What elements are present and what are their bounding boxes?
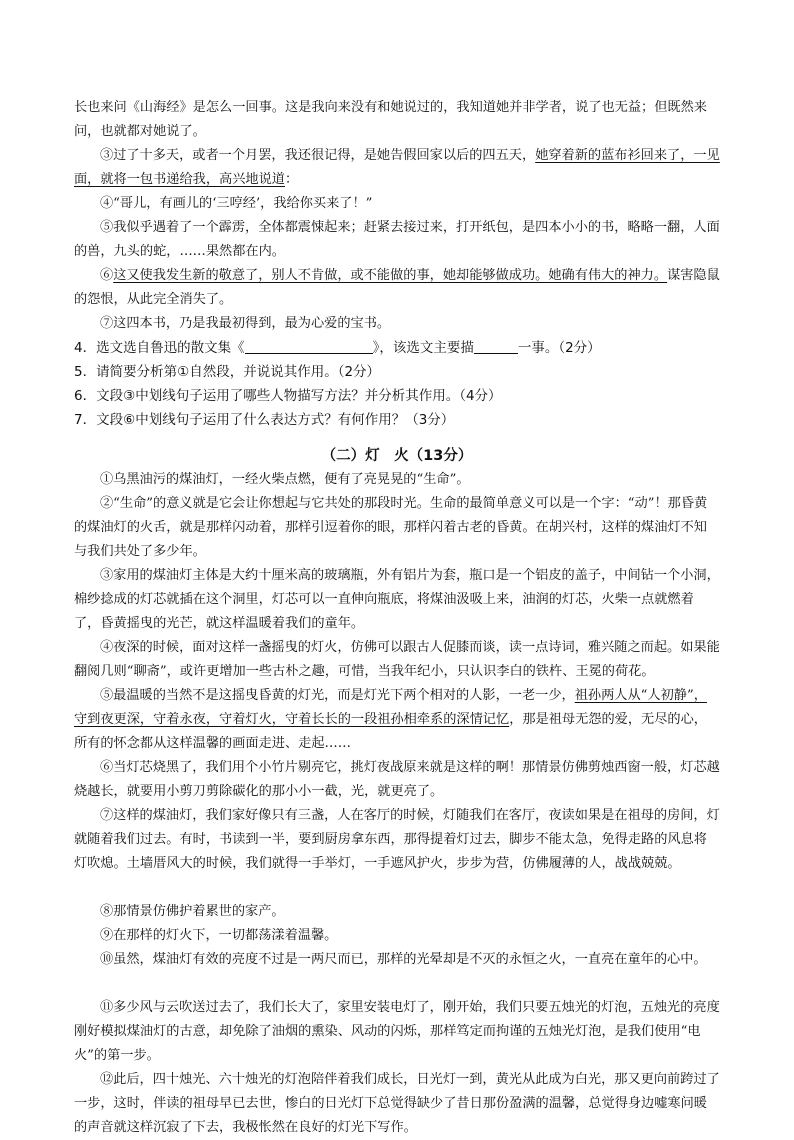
passage2-paragraph-6: ⑥当灯芯烧黑了，我们用个小竹片剔亮它，挑灯夜战原来就是这样的啊！那情景仿佛剪烛西窗一般，灯芯越烧越长，就要用小剪刀剪除碳化的那小小一截，光，就更亮了。: [74, 760, 720, 799]
p6-text-a: ⑥: [100, 268, 114, 283]
p5-text-b: ，那是祖母无怨的爱，无尽的心，所有的怀念都从这样温馨的画面走进、走起……: [74, 712, 707, 751]
p3-text-a: ③过了十多天，或者一个月罢，我还很记得，是她告假回家以后的四五天，: [100, 148, 536, 163]
p6-text-b: 谋害隐鼠的怨恨，从此完全消失了。: [74, 268, 720, 307]
q4-answer-blank-2[interactable]: [474, 339, 518, 354]
question-7: 7．文段⑥中划线句子运用了什么表达方式？有何作用？（3分）: [74, 412, 455, 428]
p5-underlined-sentence: 祖孙两人从“人初静”，守到夜更深，守着永夜，守着灯火，守着长长的一段祖孙相牵系的深情记忆: [74, 688, 707, 727]
passage1-paragraph-continued: 长也来问《山海经》是怎么一回事。这是我向来没有和她说过的，我知道她并非学者，说了也无益；但既然来问，也就都对她说了。: [74, 100, 707, 139]
passage2-paragraph-4: ④夜深的时候，面对这样一盏摇曳的灯火，仿佛可以跟古人促膝而谈，读一点诗词，雅兴随之而起。如果能翻阅几则“聊斋”，或许更增加一些古朴之趣，可惜，当我年纪小，只认识李白的铁杵、王冕的荷花。: [74, 640, 720, 679]
passage2-paragraph-7: ⑦这样的煤油灯，我们家好像只有三盏，人在客厅的时候，灯随我们在客厅，夜读如果是在祖母的房间，灯就随着我们过去。有时，书读到一半，要到厨房拿东西，那得提着灯过去，脚步不能太急，免得走路的风息将灯吹熄。土墙厝风大的时候，我们就得一手举灯，一手遮风护火，步步为营，仿佛履薄的人，战战兢兢。: [74, 808, 720, 871]
passage2-title: （二）灯 火（13分）: [321, 448, 473, 464]
passage2-paragraph-2: ②“生命”的意义就是它会让你想起与它共处的那段时光。生命的最简单意义可以是一个字：“动”！那昏黄的煤油灯的火舌，就是那样闪动着，那样引逗着你的眼，那样闪着古老的昏黄。在胡兴村，这样的煤油灯不知与我们共处了多少年。: [74, 496, 708, 559]
passage2-paragraph-11: ⑪多少风与云吹送过去了，我们长大了，家里安装电灯了，刚开始，我们只要五烛光的灯泡，五烛光的亮度刚好模拟煤油灯的古意，却免除了油烟的熏染、风动的闪烁，那样笃定而拘谨的五烛光灯泡，是我们使用“电火”的第一步。: [74, 1000, 720, 1063]
passage1-paragraph-4: ④“哥儿，有画儿的‘三哼经’，我给你买来了！”: [100, 196, 373, 211]
q4-text-b: 》，该选文主要描: [372, 340, 474, 356]
question-6: 6．文段③中划线句子运用了哪些人物描写方法？并分析其作用。（4分）: [74, 388, 502, 404]
passage1-paragraph-6: [74, 264, 720, 312]
passage2-paragraph-9: ⑨在那样的灯火下，一切都荡漾着温馨。: [100, 928, 338, 943]
p3-underlined-sentence: 她穿着新的蓝布衫回来了，一见面，就将一包书递给我，高兴地说道: [74, 148, 720, 187]
passage2-paragraph-1: ①乌黑油污的煤油灯，一经火柴点燃，便有了亮晃晃的“生命”。: [100, 472, 470, 487]
passage1-paragraph-5: ⑤我似乎遇着了一个霹雳，全体都震悚起来；赶紧去接过来，打开纸包，是四本小小的书，略略一翻，人面的兽，九头的蛇，……果然都在内。: [74, 220, 720, 259]
p6-underlined-sentence: 这又使我发生新的敬意了，别人不肯做，或不能做的事，她却能够做成功。她确有伟大的神力。: [113, 268, 668, 283]
p3-text-b: ：: [285, 172, 299, 187]
passage2-paragraph-12: ⑫此后，四十烛光、六十烛光的灯泡陪伴着我们成长，日光灯一到，黄光从此成为白光，那又更向前跨过了一步，这时，伴读的祖母早已去世，惨白的日光灯下总觉得缺少了昔日那份盈满的温馨，总觉得身边嘘寒问暖的声音就这样沉寂了下去，我极怅然在良好的灯光下写作。: [74, 1072, 720, 1135]
passage2-paragraph-10: ⑩虽然，煤油灯有效的亮度不过是一两尺而已，那样的光晕却是不灭的永恒之火，一直亮在童年的心中。: [100, 952, 707, 967]
passage2-paragraph-3: ③家用的煤油灯主体是大约十厘米高的玻璃瓶，外有铝片为套，瓶口是一个铝皮的盖子，中间钻一个小洞，棉纱捻成的灯芯就插在这个洞里，灯芯可以一直伸向瓶底，将煤油汲吸上来，油润的灯芯，火柴一点就燃着了，昏黄摇曳的光芒，就这样温暖着我们的童年。: [74, 568, 720, 631]
passage2-paragraph-8: ⑧那情景仿佛护着累世的家产。: [100, 904, 285, 919]
q4-answer-blank-1[interactable]: [245, 339, 373, 354]
passage2-paragraph-5: [74, 684, 720, 756]
p5-text-a: ⑤最温暖的当然不是这摇曳昏黄的灯光，而是灯光下两个相对的人影，一老一少，: [100, 688, 575, 703]
q4-text-c: 一事。（2分）: [517, 340, 601, 356]
q4-text-a: 4．选文选自鲁迅的散文集《: [74, 340, 245, 356]
passage1-paragraph-7: ⑦这四本书，乃是我最初得到，最为心爱的宝书。: [100, 316, 391, 331]
passage1-paragraph-3: [74, 144, 720, 192]
question-5: 5．请简要分析第①自然段，并说说其作用。（2分）: [74, 364, 381, 380]
question-4: [74, 336, 720, 360]
